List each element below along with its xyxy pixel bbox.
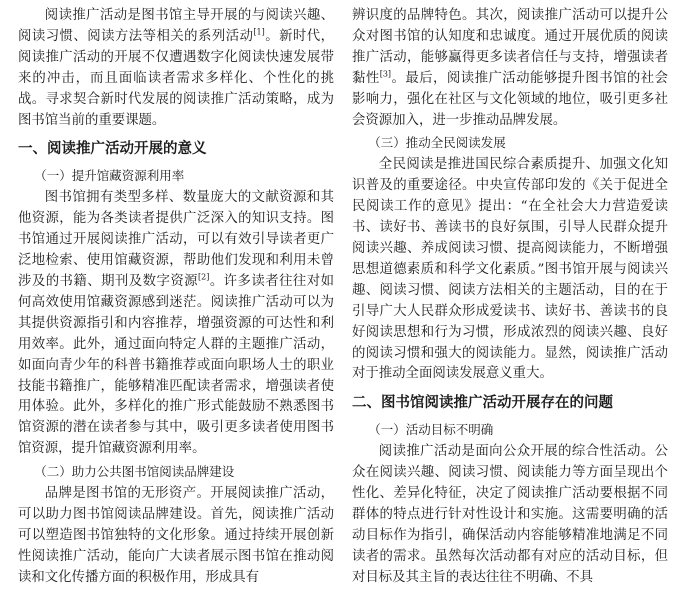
citation-ref[interactable]: [2] — [198, 272, 210, 282]
citation-ref[interactable]: [1] — [253, 27, 265, 37]
right-column — [352, 6, 668, 589]
subsection-heading-1: （一）提升馆藏资源利用率 — [34, 168, 185, 184]
paragraph-text: 全民阅读是推进国民综合素质提升、加强文化知识普及的重要途径。中央宣传部印发的《关于促进全民阅读工作的意见》提出：“在全社会大力营造爱读书、读好书、善读书的良好氛围，引导人民群众提升阅读兴趣、养成阅读习惯、提高阅读能力，不断增强思想道德素质和科学文化素质。”图书馆开展与阅读兴趣、阅读习惯、阅读方法相关的主题活动，目的在于引导广大人民群众形成爱读书、读好书、善读书的良好阅读思想和行为习惯，形成浓烈的阅读兴趣、良好的阅读习惯和强大的阅读能力。显然，阅读推广活动对于推动全面阅读发展意义重大。 — [352, 157, 668, 382]
section-heading-1: 一、阅读推广活动开展的意义 — [18, 141, 207, 158]
paragraph-text: 阅读推广活动是图书馆主导开展的与阅读兴趣、阅读习惯、阅读方法等相关的系列活动 — [18, 8, 334, 44]
paragraph-text: 。许多读者往往对如何高效使用馆藏资源感到迷茫。阅读推广活动可以为其提供资源指引和内容推荐，增强资源的可达性和利用效率。此外，通过面向特定人群的主题推广活动，如面向青少年的科普书籍推荐或面向职场人士的职业技能书籍推广，能够精准匹配读者需求，增强读者使用体验。此外，多样化的推广形式能鼓励不熟悉图书馆资源的潜在读者参与其中，吸引更多读者使用图书馆资源，提升馆藏资源利用率。 — [18, 273, 335, 457]
paragraph-brand-continued — [352, 6, 668, 131]
paragraph-intro — [18, 6, 334, 131]
paragraph-text: 品牌是图书馆的无形资产。开展阅读推广活动，可以助力图书馆阅读品牌建设。首先，阅读推广活动可以塑造图书馆独特的文化形象。通过持续开展创新性阅读推广活动，能向广大读者展示图书馆在推动阅读和文化传播方面的积极作用，形成具有 — [18, 486, 334, 585]
paragraph-text: 阅读推广活动是面向公众开展的综合性活动。公众在阅读兴趣、阅读习惯、阅读能力等方面呈现出个性化、差异化特征，决定了阅读推广活动要根据不同群体的特点进行针对性设计和实施。这需要明确的活动目标作为指引，确保活动内容能够精准地满足不同读者的需求。虽然每次活动都有对应的活动目标，但对目标及其主旨的表达往往不明确、不具 — [352, 444, 668, 585]
subsection-heading-2: （二）助力公共图书馆阅读品牌建设 — [34, 464, 235, 480]
section-heading-2: 二、图书馆阅读推广活动开展存在的问题 — [352, 395, 613, 412]
paragraph-national-reading — [352, 155, 668, 385]
subsection-heading-3: （三）推动全民阅读发展 — [368, 135, 506, 151]
paragraph-brand — [18, 484, 334, 589]
paragraph-resources — [18, 188, 334, 460]
paragraph-text: 辨识度的品牌特色。其次，阅读推广活动可以提升公众对图书馆的认知度和忠诚度。通过开展优质的阅读推广活动，能够赢得更多读者信任与支持，增强读者黏性 — [352, 8, 668, 86]
paragraph-goals — [352, 442, 668, 588]
citation-ref[interactable]: [3] — [379, 69, 392, 79]
paragraph-text: 。新时代，阅读推广活动的开展不仅遭遇数字化阅读快速发展带来的冲击，而且面临读者需求多样化、个性化的挑战。寻求契合新时代发展的阅读推广活动策略，成为图书馆当前的重要课题。 — [18, 28, 335, 128]
left-column — [18, 6, 334, 589]
paragraph-text: 。最后，阅读推广活动能够提升图书馆的社会影响力，强化在社区与文化领域的地位，吸引更多社会资源加入，进一步推动品牌发展。 — [352, 70, 669, 128]
paragraph-text: 图书馆拥有类型多样、数量庞大的文献资源和其他资源，能为各类读者提供广泛深入的知识支持。图书馆通过开展阅读推广活动，可以有效引导读者更广泛地检索、使用馆藏资源，帮助他们发现和利用未曾涉及的书籍、期刊及数字资源 — [18, 190, 334, 289]
subsection-heading-4: （一）活动目标不明确 — [368, 422, 494, 438]
